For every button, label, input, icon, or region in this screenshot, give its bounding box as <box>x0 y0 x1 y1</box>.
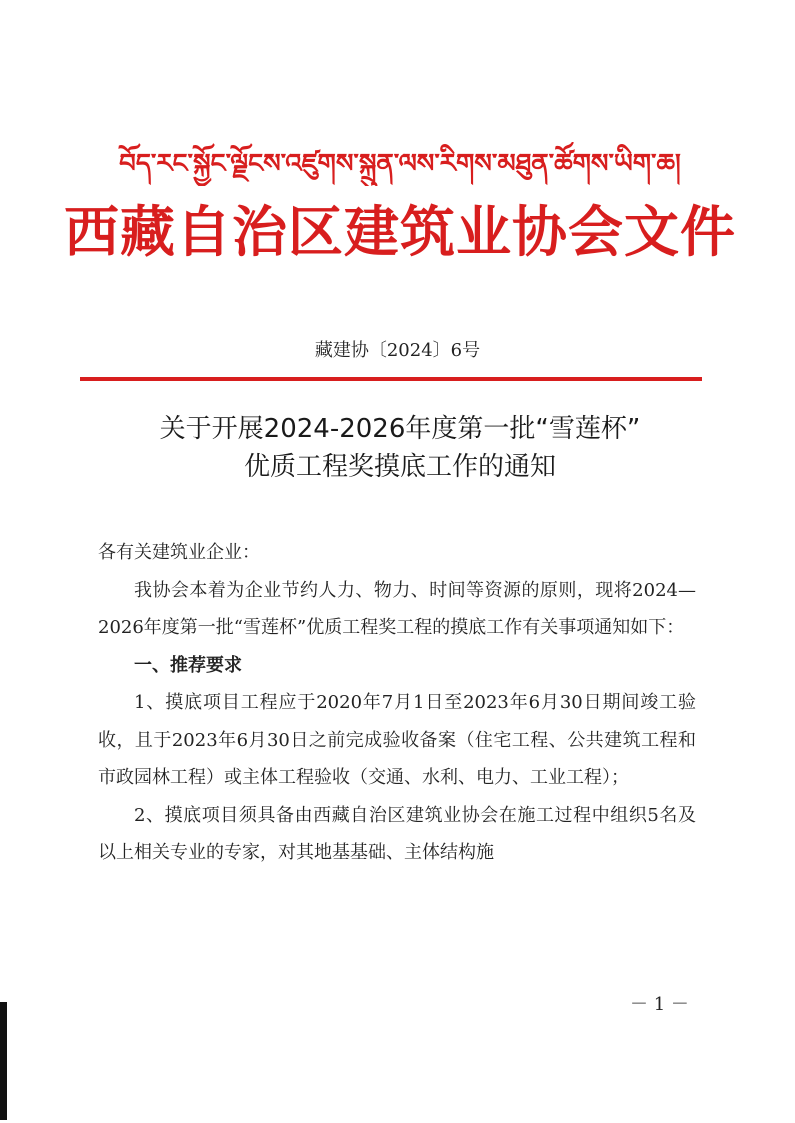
scan-edge-mark <box>0 1002 7 1120</box>
title-line-1: 关于开展2024-2026年度第一批“雪莲杯” <box>159 414 641 444</box>
title-line-2: 优质工程奖摸底工作的通知 <box>243 452 556 482</box>
document-number: 藏建协〔2024〕6号 <box>314 340 481 361</box>
requirement-item-2: 2、摸底项目须具备由西藏自治区建筑业协会在施工过程中组织5名及以上相关专业的专家，对其地基基础、主体结构施 <box>98 804 696 863</box>
salutation: 各有关建筑业企业： <box>98 542 260 563</box>
tibetan-header: བོད་རང་སྐྱོང་ལྗོངས་འཛུགས་སྐྲུན་ལས་རིགས་མཐུན་ཚོགས་ཡིག་ཆ། <box>119 149 681 179</box>
requirement-item-1: 1、摸底项目工程应于2020年7月1日至2023年6月30日期间竣工验收，且于2023年6月30日之前完成验收备案（住宅工程、公共建筑工程和市政园林工程）或主体工程验收（交通、水利、电力、工业工程）； <box>98 692 696 788</box>
document-body <box>98 534 696 872</box>
page-number: － 1 － <box>630 994 689 1015</box>
intro-paragraph: 我协会本着为企业节约人力、物力、时间等资源的原则，现将2024—2026年度第一批“雪莲杯”优质工程奖工程的摸底工作有关事项通知如下： <box>98 579 696 638</box>
organization-header: 西藏自治区建筑业协会文件 <box>63 199 736 264</box>
section-heading: 一、推荐要求 <box>134 654 242 676</box>
document-title <box>80 410 720 486</box>
red-divider <box>80 377 702 381</box>
